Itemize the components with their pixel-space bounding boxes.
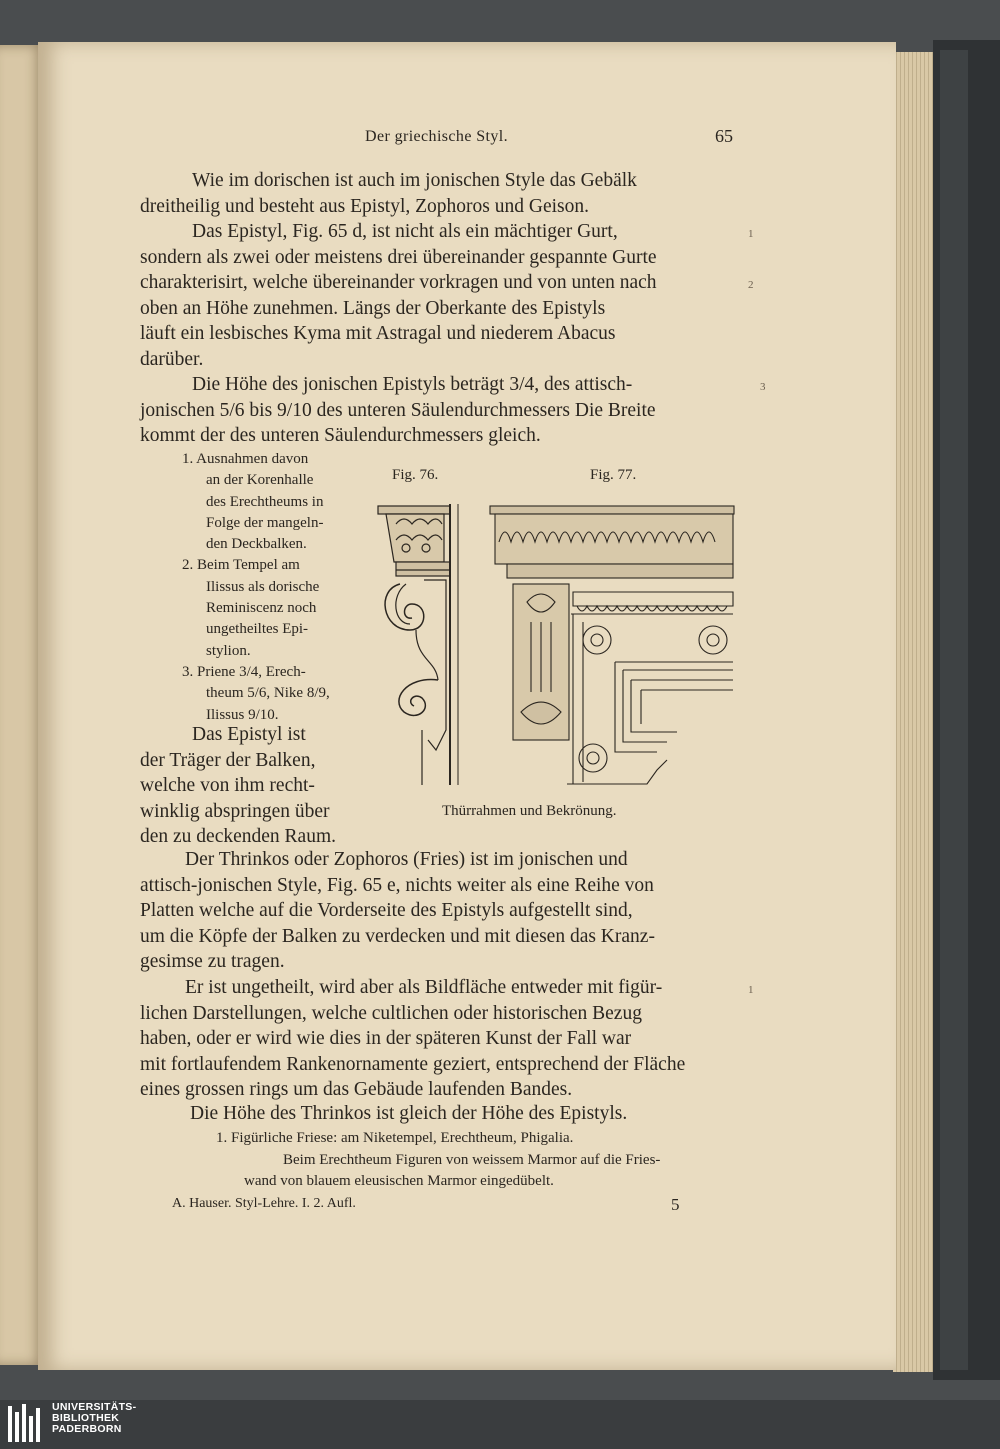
text-line: jonischen 5/6 bis 9/10 des unteren Säulendurchmessers Die Breite bbox=[140, 399, 656, 421]
text-line: charakterisirt, welche übereinander vorkragen und von unten nach bbox=[140, 272, 657, 293]
running-head: Der griechische Styl. bbox=[365, 128, 509, 145]
page-edges bbox=[893, 52, 935, 1372]
paragraph-5 bbox=[140, 975, 735, 1103]
library-logo-text bbox=[52, 1402, 136, 1435]
footnote-line: 2. Beim Tempel am bbox=[182, 557, 300, 574]
text-line: läuft ein lesbisches Kyma mit Astragal und niederem Abacus bbox=[140, 323, 616, 344]
paragraph-2 bbox=[140, 219, 735, 372]
fig76-label: Fig. 76. bbox=[392, 467, 439, 483]
text-line: winklig abspringen über bbox=[140, 800, 330, 822]
logo-line: PADERBORN bbox=[52, 1423, 122, 1435]
text-line: Die Höhe des Thrinkos ist gleich der Höhe des Epistyls. bbox=[190, 1103, 628, 1124]
text-line: lichen Darstellungen, welche cultlichen oder historischen Bezug bbox=[140, 1002, 642, 1024]
margin-note-marker: 1 bbox=[748, 228, 754, 240]
footnote-line: an der Korenhalle bbox=[206, 472, 314, 489]
text-line: welche von ihm recht- bbox=[140, 775, 315, 796]
fig77-label: Fig. 77. bbox=[590, 467, 637, 483]
library-logo-icon bbox=[6, 1402, 46, 1446]
footnote-line: den Deckbalken. bbox=[206, 536, 307, 553]
text-line: Das Epistyl, Fig. 65 d, ist nicht als ein mächtiger Gurt, bbox=[192, 221, 618, 242]
text-line: darüber. bbox=[140, 348, 204, 370]
text-line: Das Epistyl ist bbox=[192, 724, 306, 745]
text-line: Wie im dorischen ist auch im jonischen Style das Gebälk bbox=[192, 170, 637, 191]
spine-cloth bbox=[940, 50, 968, 1370]
fig77-doorframe-illustration bbox=[487, 502, 737, 792]
text-line: Der Thrinkos oder Zophoros (Fries) ist im jonischen und bbox=[185, 849, 628, 870]
footnote-line: Ilissus als dorische bbox=[206, 578, 320, 595]
text-line: um die Köpfe der Balken zu verdecken und mit diesen das Kranz- bbox=[140, 925, 655, 947]
paragraph-4 bbox=[140, 847, 735, 975]
footnote-line: 1. Ausnahmen davon bbox=[182, 451, 309, 467]
text-line: haben, oder er wird wie dies in der späteren Kunst der Fall war bbox=[140, 1028, 632, 1049]
text-line: mit fortlaufendem Rankenornamente geziert, entsprechend der Fläche bbox=[140, 1053, 686, 1075]
footnote-line: Reminiscenz noch bbox=[206, 600, 317, 617]
margin-note-marker: 1 bbox=[748, 984, 754, 996]
paragraph-1 bbox=[140, 168, 735, 219]
footnote-line: wand von blauem eleusischen Marmor eingedübelt. bbox=[244, 1173, 554, 1189]
footer-bar bbox=[0, 1400, 1000, 1449]
text-line: Die Höhe des jonischen Epistyls beträgt 3/4, des attisch- bbox=[192, 374, 633, 395]
text-line: der Träger der Balken, bbox=[140, 749, 316, 771]
text-line: den zu deckenden Raum. bbox=[140, 826, 337, 847]
text-line: Platten welche auf die Vorderseite des Epistyls aufgestellt sind, bbox=[140, 900, 633, 921]
footnote-line: 3. Priene 3/4, Erech- bbox=[182, 663, 306, 680]
paragraph-6 bbox=[140, 1101, 735, 1127]
footnote-line: theum 5/6, Nike 8/9, bbox=[206, 685, 330, 702]
logo-line: UNIVERSITÄTS- bbox=[52, 1401, 137, 1413]
text-line: gesimse zu tragen. bbox=[140, 951, 285, 972]
footnote-line: Beim Erechtheum Figuren von weissem Marmor auf die Fries- bbox=[283, 1152, 661, 1168]
figure-caption: Thürrahmen und Bekrönung. bbox=[442, 803, 617, 819]
text-line: eines grossen rings um das Gebäude laufenden Bandes. bbox=[140, 1079, 573, 1100]
wrap-paragraph bbox=[140, 722, 380, 850]
side-footnotes bbox=[182, 449, 330, 726]
sheet-number: 5 bbox=[671, 1195, 680, 1214]
footnote-line: stylion. bbox=[206, 642, 251, 659]
page-number: 65 bbox=[715, 126, 733, 146]
text-line: Er ist ungetheilt, wird aber als Bildfläche entweder mit figür- bbox=[185, 977, 663, 998]
text-line: dreitheilig und besteht aus Epistyl, Zophoros und Geison. bbox=[140, 195, 589, 217]
fig76-console-illustration bbox=[376, 500, 466, 790]
text-line: oben an Höhe zunehmen. Längs der Oberkante des Epistyls bbox=[140, 297, 606, 319]
footnote-line: ungetheiltes Epi- bbox=[206, 621, 309, 638]
text-line: kommt der des unteren Säulendurchmessers gleich. bbox=[140, 425, 541, 446]
footnote-line: Ilissus 9/10. bbox=[206, 706, 279, 723]
printer-signature: A. Hauser. Styl-Lehre. I. 2. Aufl. bbox=[172, 1196, 356, 1211]
text-line: attisch-jonischen Style, Fig. 65 e, nichts weiter als eine Reihe von bbox=[140, 874, 654, 896]
logo-line: BIBLIOTHEK bbox=[52, 1412, 120, 1424]
footnote-line: 1. Figürliche Friese: am Niketempel, Erechtheum, Phigalia. bbox=[216, 1130, 574, 1146]
footnote-line: des Erechtheums in bbox=[206, 493, 324, 510]
text-line: sondern als zwei oder meistens drei übereinander gespannte Gurte bbox=[140, 246, 657, 268]
margin-note-marker: 3 bbox=[760, 381, 766, 393]
footnote-line: Folge der mangeln- bbox=[206, 514, 324, 531]
margin-note-marker: 2 bbox=[748, 279, 754, 291]
paragraph-3 bbox=[140, 372, 735, 449]
